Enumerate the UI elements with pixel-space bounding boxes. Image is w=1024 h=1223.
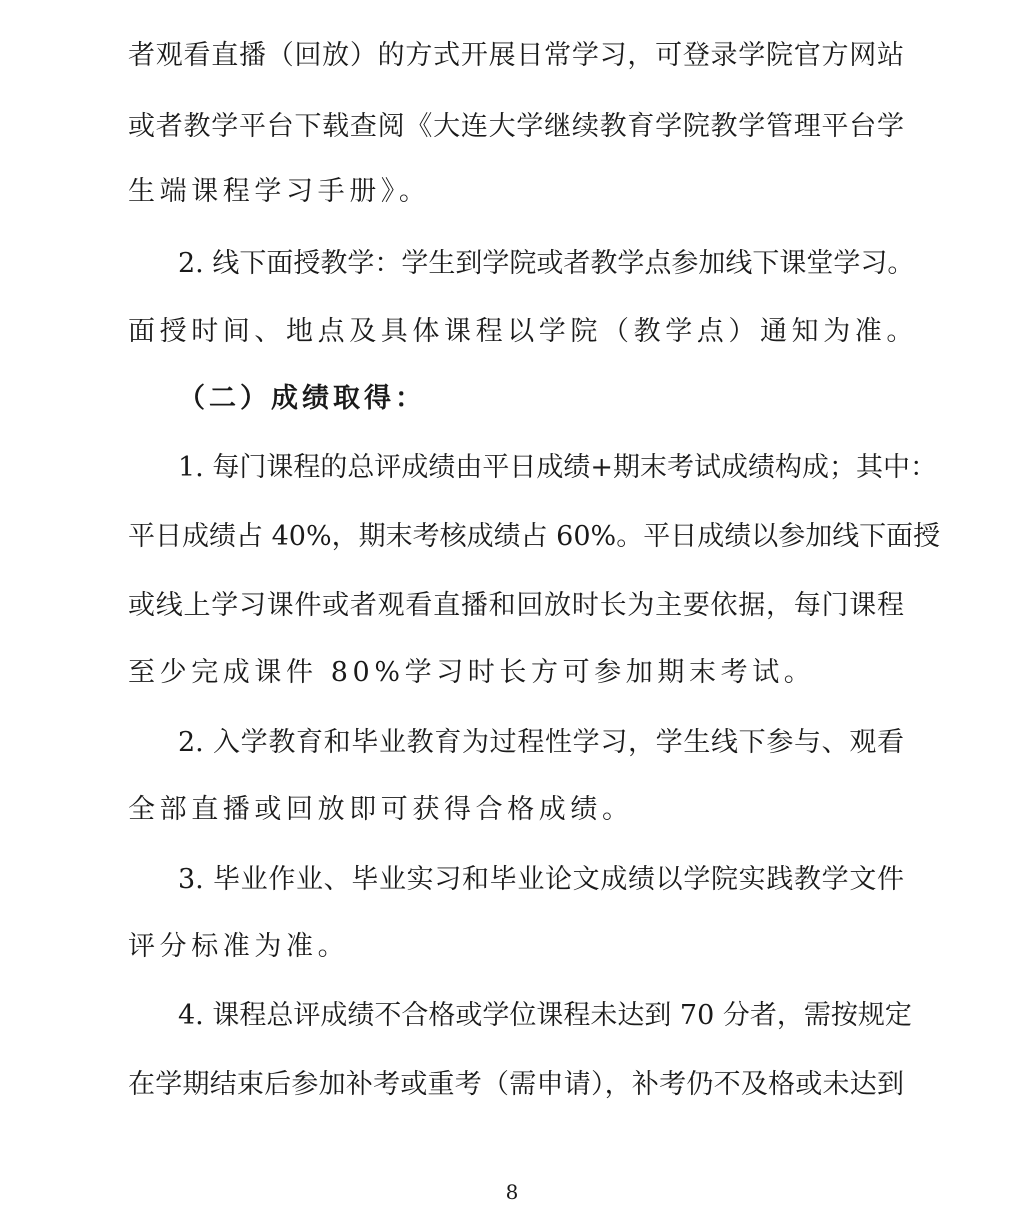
text-line-1: 者观看直播（回放）的方式开展日常学习，可登录学院官方网站 <box>128 40 904 71</box>
text-line-13: 3. 毕业作业、毕业实习和毕业论文成绩以学院实践教学文件 <box>178 864 904 895</box>
text-line-15: 4. 课程总评成绩不合格或学位课程未达到 70 分者，需按规定 <box>178 1000 912 1031</box>
text-line-12: 全部直播或回放即可获得合格成绩。 <box>128 794 634 825</box>
text-line-9: 或线上学习课件或者观看直播和回放时长为主要依据，每门课程 <box>128 590 904 621</box>
text-line-10: 至少完成课件 80%学习时长方可参加期末考试。 <box>128 657 816 688</box>
text-line-3: 生端课程学习手册》。 <box>128 176 431 207</box>
text-line-11: 2. 入学教育和毕业教育为过程性学习，学生线下参与、观看 <box>178 727 904 758</box>
text-line-14: 评分标准为准。 <box>128 931 350 962</box>
text-line-2: 或者教学平台下载查阅《大连大学继续教育学院教学管理平台学 <box>128 111 904 142</box>
text-line-5: 面授时间、地点及具体课程以学院（教学点）通知为准。 <box>128 316 918 347</box>
text-line-4: 2. 线下面授教学：学生到学院或者教学点参加线下课堂学习。 <box>178 248 915 279</box>
page-number: 8 <box>505 1180 519 1204</box>
text-line-7: 1. 每门课程的总评成绩由平日成绩+期末考试成绩构成；其中： <box>178 452 937 483</box>
text-line-16: 在学期结束后参加补考或重考（需申请），补考仍不及格或未达到 <box>128 1069 904 1100</box>
section-heading: （二）成绩取得： <box>178 383 426 414</box>
text-line-8: 平日成绩占 40%，期末考核成绩占 60%。平日成绩以参加线下面授 <box>128 521 941 552</box>
